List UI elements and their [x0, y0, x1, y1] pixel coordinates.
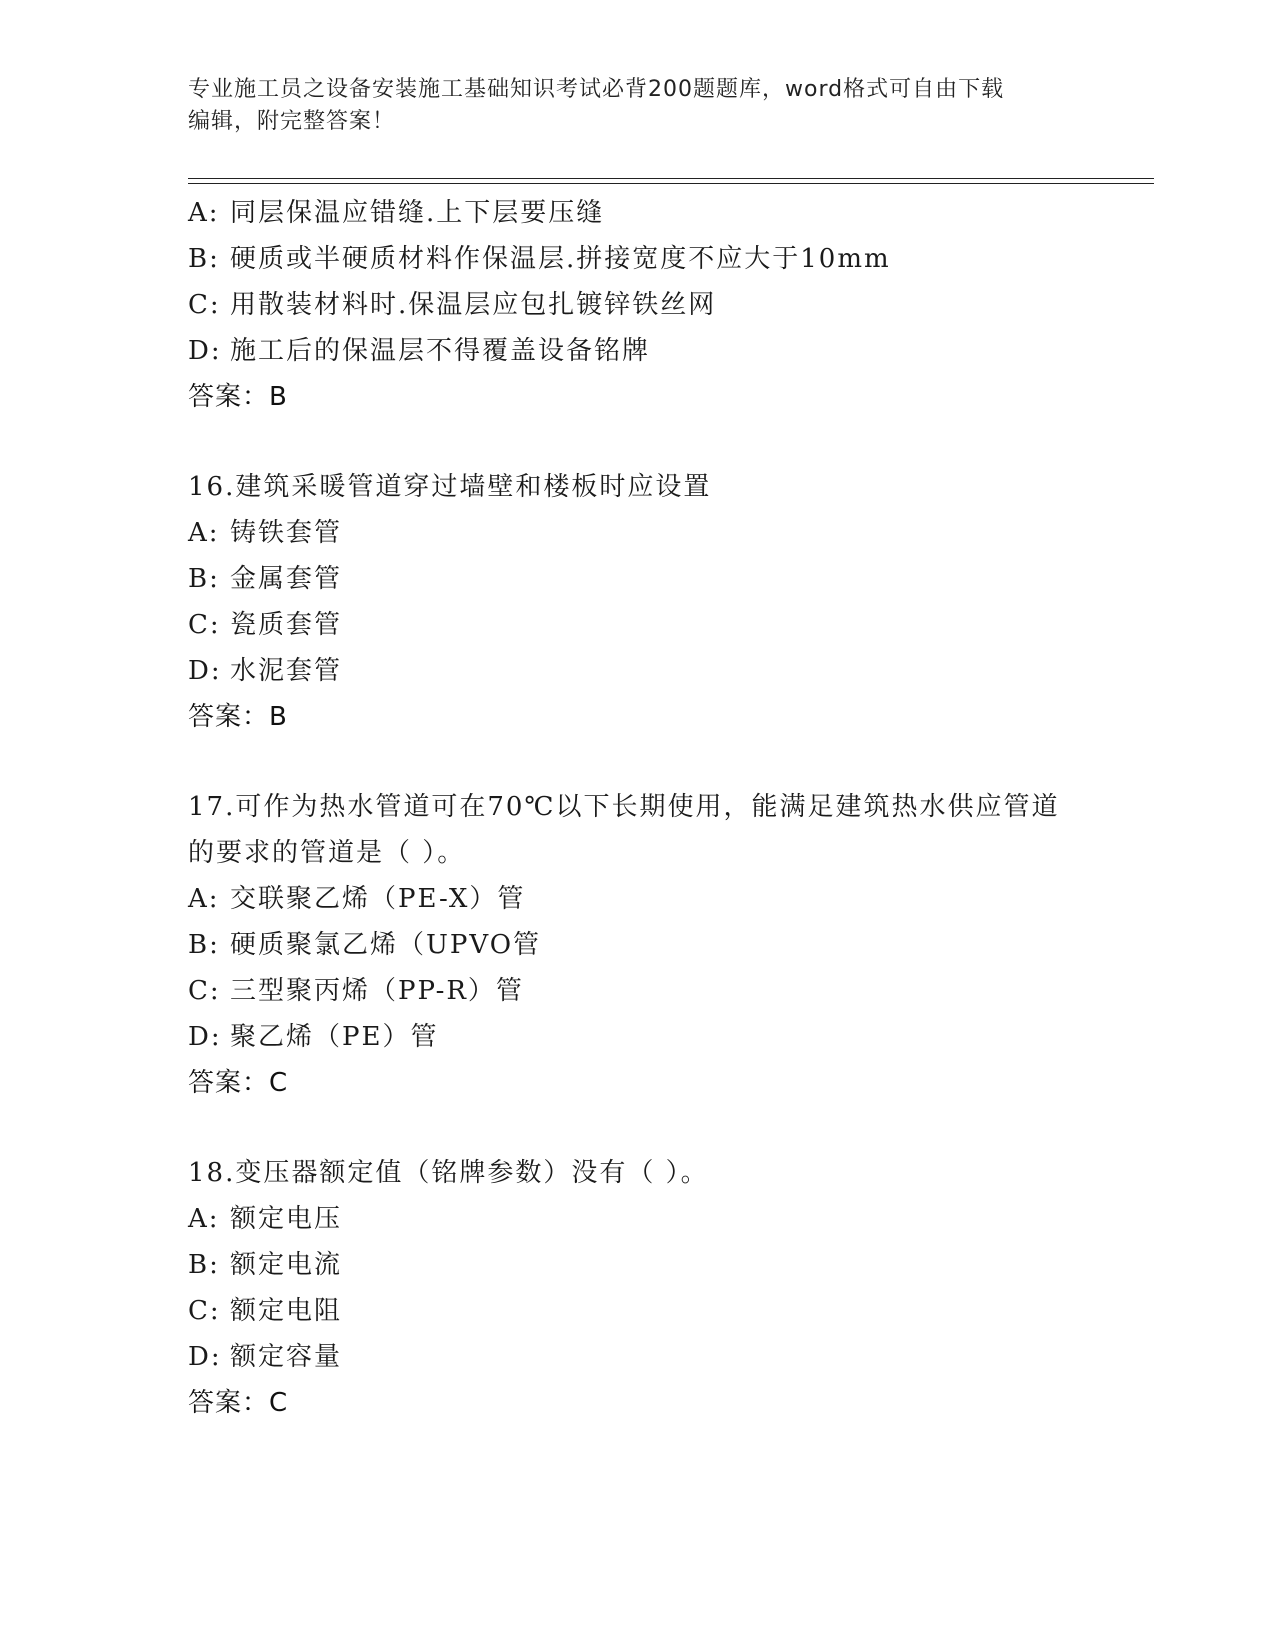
answer-line: 答案：B [188, 382, 288, 412]
option-letter: A: [188, 884, 220, 914]
option-text: 额定电压 [230, 1204, 343, 1234]
option-c [188, 282, 1148, 328]
question-text: 18.变压器额定值（铭牌参数）没有（ ）。 [188, 1158, 709, 1188]
option-d [188, 1334, 1148, 1380]
header-divider-top [188, 178, 1154, 179]
option-text: 瓷质套管 [230, 610, 343, 640]
option-letter: B: [188, 930, 220, 960]
option-text: 金属套管 [230, 564, 343, 594]
option-letter: B: [188, 564, 220, 594]
option-d [188, 1014, 1148, 1060]
option-letter: D: [188, 336, 222, 366]
option-letter: B: [188, 244, 220, 274]
option-text: 额定电阻 [230, 1296, 343, 1326]
title-line-1: 专业施工员之设备安装施工基础知识考试必背200题题库，word格式可自由下载 [188, 77, 1005, 102]
option-letter: A: [188, 518, 220, 548]
question-block-15 [188, 190, 1148, 420]
option-letter: C: [188, 1296, 221, 1326]
option-a [188, 876, 1148, 922]
title-line-2: 编辑，附完整答案！ [188, 109, 396, 134]
option-text: 用散装材料时.保温层应包扎镀锌铁丝网 [230, 290, 717, 320]
option-text: 三型聚丙烯（PP-R）管 [230, 976, 524, 1006]
option-letter: C: [188, 976, 221, 1006]
answer-line: 答案：C [188, 1388, 289, 1418]
question-text: 16.建筑采暖管道穿过墙壁和楼板时应设置 [188, 472, 712, 502]
option-b [188, 236, 1148, 282]
option-text: 硬质或半硬质材料作保温层.拼接宽度不应大于10mm [230, 244, 891, 274]
option-b [188, 1242, 1148, 1288]
question-block-18 [188, 1150, 1148, 1426]
header-divider-bottom [188, 183, 1154, 184]
option-c [188, 968, 1148, 1014]
question-list [188, 190, 1148, 1470]
answer-line: 答案：C [188, 1068, 289, 1098]
option-letter: B: [188, 1250, 220, 1280]
option-letter: D: [188, 1342, 222, 1372]
option-d [188, 328, 1148, 374]
option-text: 施工后的保温层不得覆盖设备铭牌 [230, 336, 651, 366]
option-d [188, 648, 1148, 694]
question-text: 17.可作为热水管道可在70℃以下长期使用，能满足建筑热水供应管道 [188, 792, 1060, 822]
option-text: 铸铁套管 [230, 518, 343, 548]
option-text: 额定容量 [230, 1342, 343, 1372]
option-b [188, 922, 1148, 968]
option-text: 水泥套管 [230, 656, 343, 686]
option-text: 交联聚乙烯（PE-X）管 [230, 884, 526, 914]
option-a [188, 510, 1148, 556]
option-letter: C: [188, 290, 221, 320]
option-text: 额定电流 [230, 1250, 343, 1280]
option-letter: D: [188, 1022, 222, 1052]
document-title [188, 74, 1078, 138]
question-block-16 [188, 464, 1148, 740]
option-letter: C: [188, 610, 221, 640]
option-text: 聚乙烯（PE）管 [230, 1022, 439, 1052]
answer-line: 答案：B [188, 702, 288, 732]
option-b [188, 556, 1148, 602]
option-letter: A: [188, 1204, 220, 1234]
option-text: 硬质聚氯乙烯（UPVO管 [230, 930, 542, 960]
question-text-continued: 的要求的管道是（ ）。 [188, 838, 466, 868]
option-letter: D: [188, 656, 222, 686]
option-a [188, 190, 1148, 236]
option-c [188, 1288, 1148, 1334]
option-a [188, 1196, 1148, 1242]
question-block-17 [188, 784, 1148, 1106]
option-text: 同层保温应错缝.上下层要压缝 [230, 198, 605, 228]
option-c [188, 602, 1148, 648]
option-letter: A: [188, 198, 220, 228]
